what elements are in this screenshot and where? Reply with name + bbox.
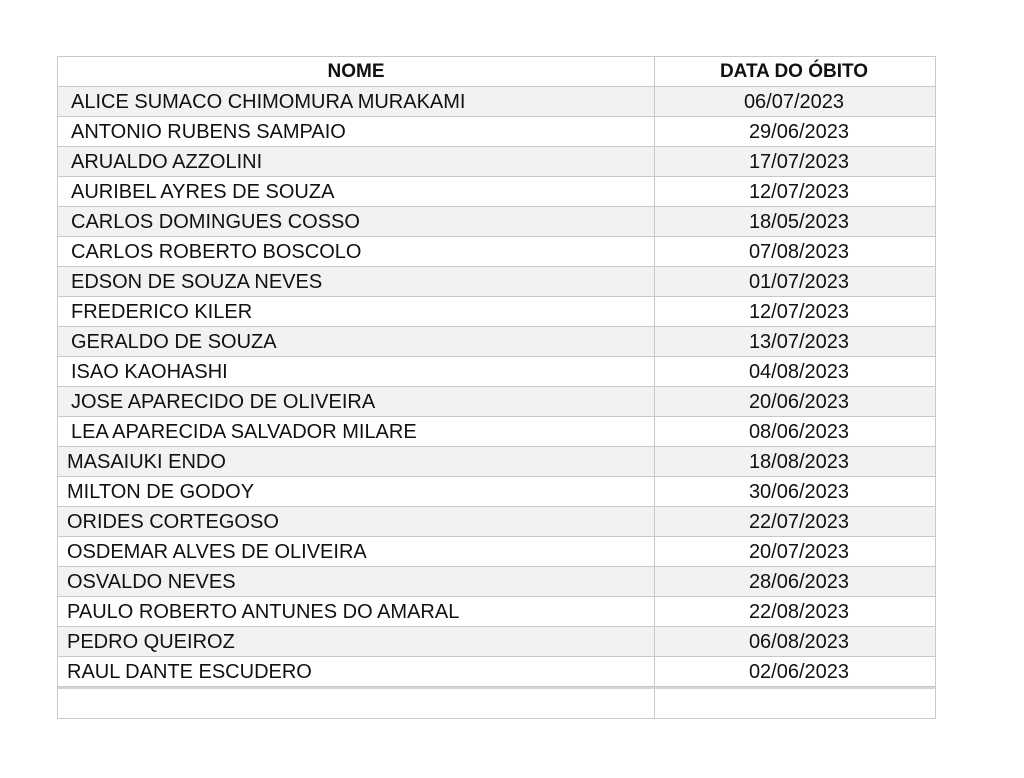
table-row: [58, 597, 935, 627]
name-cell: RAUL DANTE ESCUDERO: [58, 657, 655, 686]
table-empty-row: [58, 689, 935, 719]
date-cell: 30/06/2023: [748, 481, 850, 503]
column-header-date: DATA DO ÓBITO: [719, 61, 869, 82]
name-cell: CARLOS DOMINGUES COSSO: [58, 207, 655, 236]
table-row: [58, 417, 935, 447]
name-cell: PEDRO QUEIROZ: [58, 627, 655, 656]
table-row: [58, 327, 935, 357]
name-cell: PAULO ROBERTO ANTUNES DO AMARAL: [58, 597, 655, 626]
date-cell: 20/07/2023: [748, 541, 850, 563]
column-header-name: NOME: [58, 57, 655, 86]
date-cell: 02/06/2023: [748, 661, 850, 683]
date-cell: 01/07/2023: [748, 271, 850, 293]
date-cell: 04/08/2023: [748, 361, 850, 383]
date-cell: 29/06/2023: [748, 121, 850, 143]
table-header-row: [58, 57, 935, 87]
name-cell: MASAIUKI ENDO: [58, 447, 655, 476]
table-row: [58, 87, 935, 117]
name-cell: OSVALDO NEVES: [58, 567, 655, 596]
date-cell: 20/06/2023: [748, 391, 850, 413]
date-cell: 22/08/2023: [748, 601, 850, 623]
name-cell: ARUALDO AZZOLINI: [58, 147, 655, 176]
table-row: [58, 207, 935, 237]
name-cell: OSDEMAR ALVES DE OLIVEIRA: [58, 537, 655, 566]
name-cell: ISAO KAOHASHI: [58, 357, 655, 386]
table-row: [58, 117, 935, 147]
table-row: [58, 627, 935, 657]
name-cell: LEA APARECIDA SALVADOR MILARE: [58, 417, 655, 446]
date-cell: 06/08/2023: [748, 631, 850, 653]
date-cell: 07/08/2023: [748, 241, 850, 263]
date-cell: 12/07/2023: [748, 301, 850, 323]
date-cell: 18/08/2023: [748, 451, 850, 473]
name-cell: ANTONIO RUBENS SAMPAIO: [58, 117, 655, 146]
date-cell: 08/06/2023: [748, 421, 850, 443]
date-cell: 13/07/2023: [748, 331, 850, 353]
table-row: [58, 537, 935, 567]
table-row: [58, 177, 935, 207]
name-cell: ALICE SUMACO CHIMOMURA MURAKAMI: [58, 87, 655, 116]
name-cell: EDSON DE SOUZA NEVES: [58, 267, 655, 296]
date-cell: 06/07/2023: [743, 91, 845, 113]
table-row: [58, 267, 935, 297]
name-cell: ORIDES CORTEGOSO: [58, 507, 655, 536]
date-cell: 17/07/2023: [748, 151, 850, 173]
date-cell: 22/07/2023: [748, 511, 850, 533]
table-row: [58, 447, 935, 477]
table-row: [58, 657, 935, 687]
table-row: [58, 237, 935, 267]
table-row: [58, 297, 935, 327]
date-cell: 12/07/2023: [748, 181, 850, 203]
table-row: [58, 357, 935, 387]
empty-date-cell: [655, 689, 933, 718]
date-cell: 18/05/2023: [748, 211, 850, 233]
table-row: [58, 567, 935, 597]
empty-name-cell: [58, 689, 655, 718]
table-row: [58, 507, 935, 537]
obituary-table: [57, 56, 936, 719]
table-row: [58, 387, 935, 417]
name-cell: FREDERICO KILER: [58, 297, 655, 326]
name-cell: GERALDO DE SOUZA: [58, 327, 655, 356]
table-row: [58, 147, 935, 177]
name-cell: MILTON DE GODOY: [58, 477, 655, 506]
table-row: [58, 477, 935, 507]
date-cell: 28/06/2023: [748, 571, 850, 593]
name-cell: CARLOS ROBERTO BOSCOLO: [58, 237, 655, 266]
name-cell: JOSE APARECIDO DE OLIVEIRA: [58, 387, 655, 416]
name-cell: AURIBEL AYRES DE SOUZA: [58, 177, 655, 206]
